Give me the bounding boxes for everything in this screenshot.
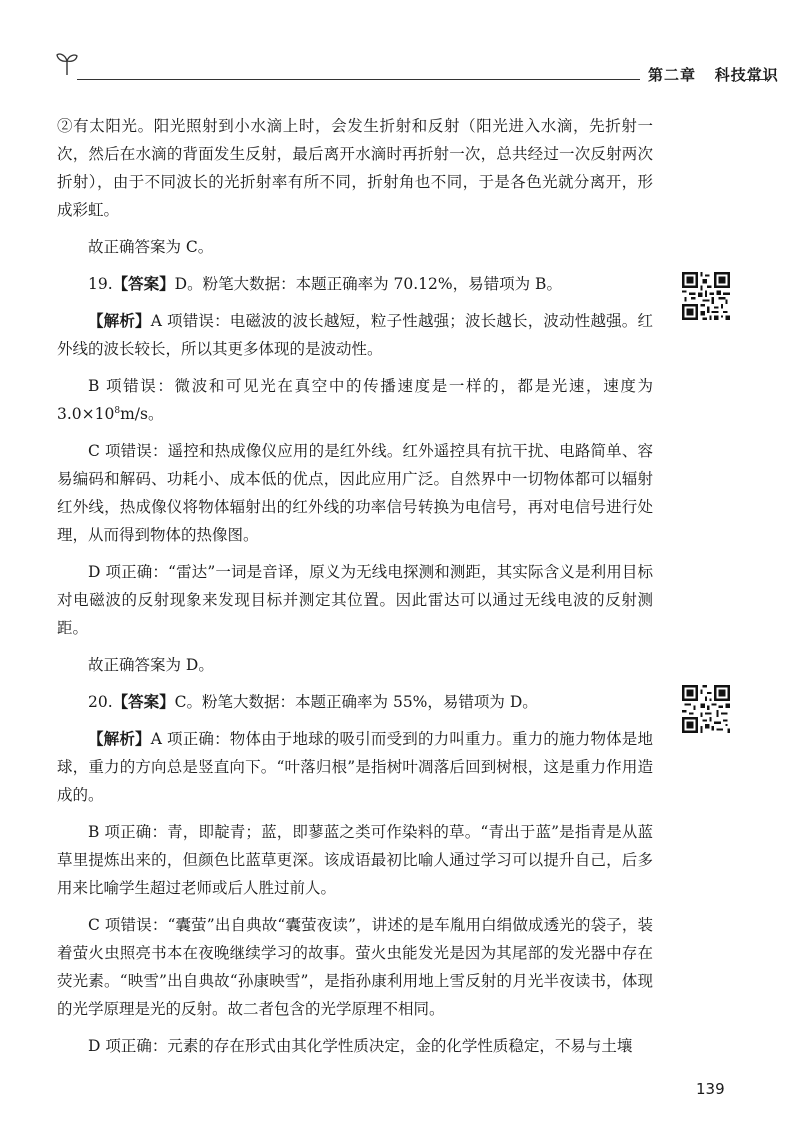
question-19-option-b bbox=[57, 372, 653, 428]
header-rule-right bbox=[745, 79, 769, 80]
answer-line-18: 故正确答案为 C。 bbox=[88, 238, 214, 256]
analysis-label: 【解析】 bbox=[88, 729, 151, 748]
analysis-text: A 项错误：电磁波的波长越短，粒子性越强；波长越长，波动性越强。红外线的波长较长，所以其更多体现的是波动性。 bbox=[57, 312, 653, 358]
sprout-icon bbox=[55, 50, 79, 76]
page-header bbox=[55, 50, 779, 86]
page-number: 139 bbox=[696, 1080, 725, 1098]
qr-code-icon[interactable] bbox=[682, 685, 730, 733]
question-20-option-b: B 项正确：青，即靛青；蓝，即蓼蓝之类可作染料的草。“青出于蓝”是指青是从蓝草里提炼出来的，但颜色比蓝草更深。该成语最初比喻人通过学习可以提升自己，后多用来比喻学生超过老师或后人胜过前人。 bbox=[57, 823, 653, 897]
chapter-number: 第二章 bbox=[648, 66, 697, 84]
answer-line-19: 故正确答案为 D。 bbox=[88, 656, 214, 674]
option-b-text: B 项错误：微波和可见光在真空中的传播速度是一样的，都是光速，速度为 3.0×10 bbox=[57, 377, 653, 423]
page-content bbox=[57, 112, 653, 1069]
paragraph-rainbow: ②有太阳光。阳光照射到小水滴上时，会发生折射和反射（阳光进入水滴，先折射一次，然后在水滴的背面发生反射，最后离开水滴时再折射一次，总共经过一次反射两次折射），由于不同波长的光折射率有所不同，折射角也不同，于是各色光就分离开，形成彩虹。 bbox=[57, 117, 653, 219]
exponent: 8 bbox=[114, 405, 121, 416]
question-19-analysis bbox=[57, 307, 653, 363]
question-19-option-c: C 项错误：遥控和热成像仪应用的是红外线。红外遥控具有抗干扰、电路简单、容易编码和解码、功耗小、成本低的优点，因此应用广泛。自然界中一切物体都可以辐射红外线，热成像仪将物体辐射出的红外线的功率信号转换为电信号，再对电信号进行处理，从而得到物体的热像图。 bbox=[57, 442, 653, 544]
chapter-title bbox=[648, 64, 779, 85]
question-number: 20. bbox=[88, 693, 113, 711]
qr-code-icon[interactable] bbox=[682, 272, 730, 320]
analysis-text: A 项正确：物体由于地球的吸引而受到的力叫重力。重力的施力物体是地球，重力的方向总是竖直向下。“叶落归根”是指树叶凋落后回到树根，这是重力作用造成的。 bbox=[57, 730, 653, 804]
answer-text: D。粉笔大数据：本题正确率为 70.12%，易错项为 B。 bbox=[174, 275, 562, 293]
question-20-analysis bbox=[57, 725, 653, 809]
question-number: 19. bbox=[88, 275, 113, 293]
question-20-option-c: C 项错误：“囊萤”出自典故“囊萤夜读”，讲述的是车胤用白绢做成透光的袋子，装着萤火虫照亮书本在夜晚继续学习的故事。萤火虫能发光是因为其尾部的发光器中存在荧光素。“映雪”出自典故“孙康映雪”，是指孙康利用地上雪反射的月光半夜读书，体现的光学原理是光的反射。故二者包含的光学原理不相同。 bbox=[57, 916, 653, 1018]
question-20-option-d: D 项正确：元素的存在形式由其化学性质决定，金的化学性质稳定，不易与土壤 bbox=[88, 1037, 633, 1055]
question-19-answer bbox=[57, 270, 653, 298]
option-b-unit: m/s。 bbox=[120, 405, 164, 423]
question-20-answer bbox=[57, 688, 653, 716]
chapter-name: 科技常识 bbox=[714, 66, 779, 84]
answer-label: 【答案】 bbox=[112, 274, 175, 293]
header-rule-left bbox=[77, 79, 640, 80]
question-19-option-d: D 项正确：“雷达”一词是音译，原义为无线电探测和测距，其实际含义是利用目标对电磁波的反射现象来发现目标并测定其位置。因此雷达可以通过无线电波的反射测距。 bbox=[57, 563, 653, 637]
answer-text: C。粉笔大数据：本题正确率为 55%，易错项为 D。 bbox=[174, 693, 538, 711]
answer-label: 【答案】 bbox=[112, 692, 175, 711]
analysis-label: 【解析】 bbox=[88, 311, 151, 330]
